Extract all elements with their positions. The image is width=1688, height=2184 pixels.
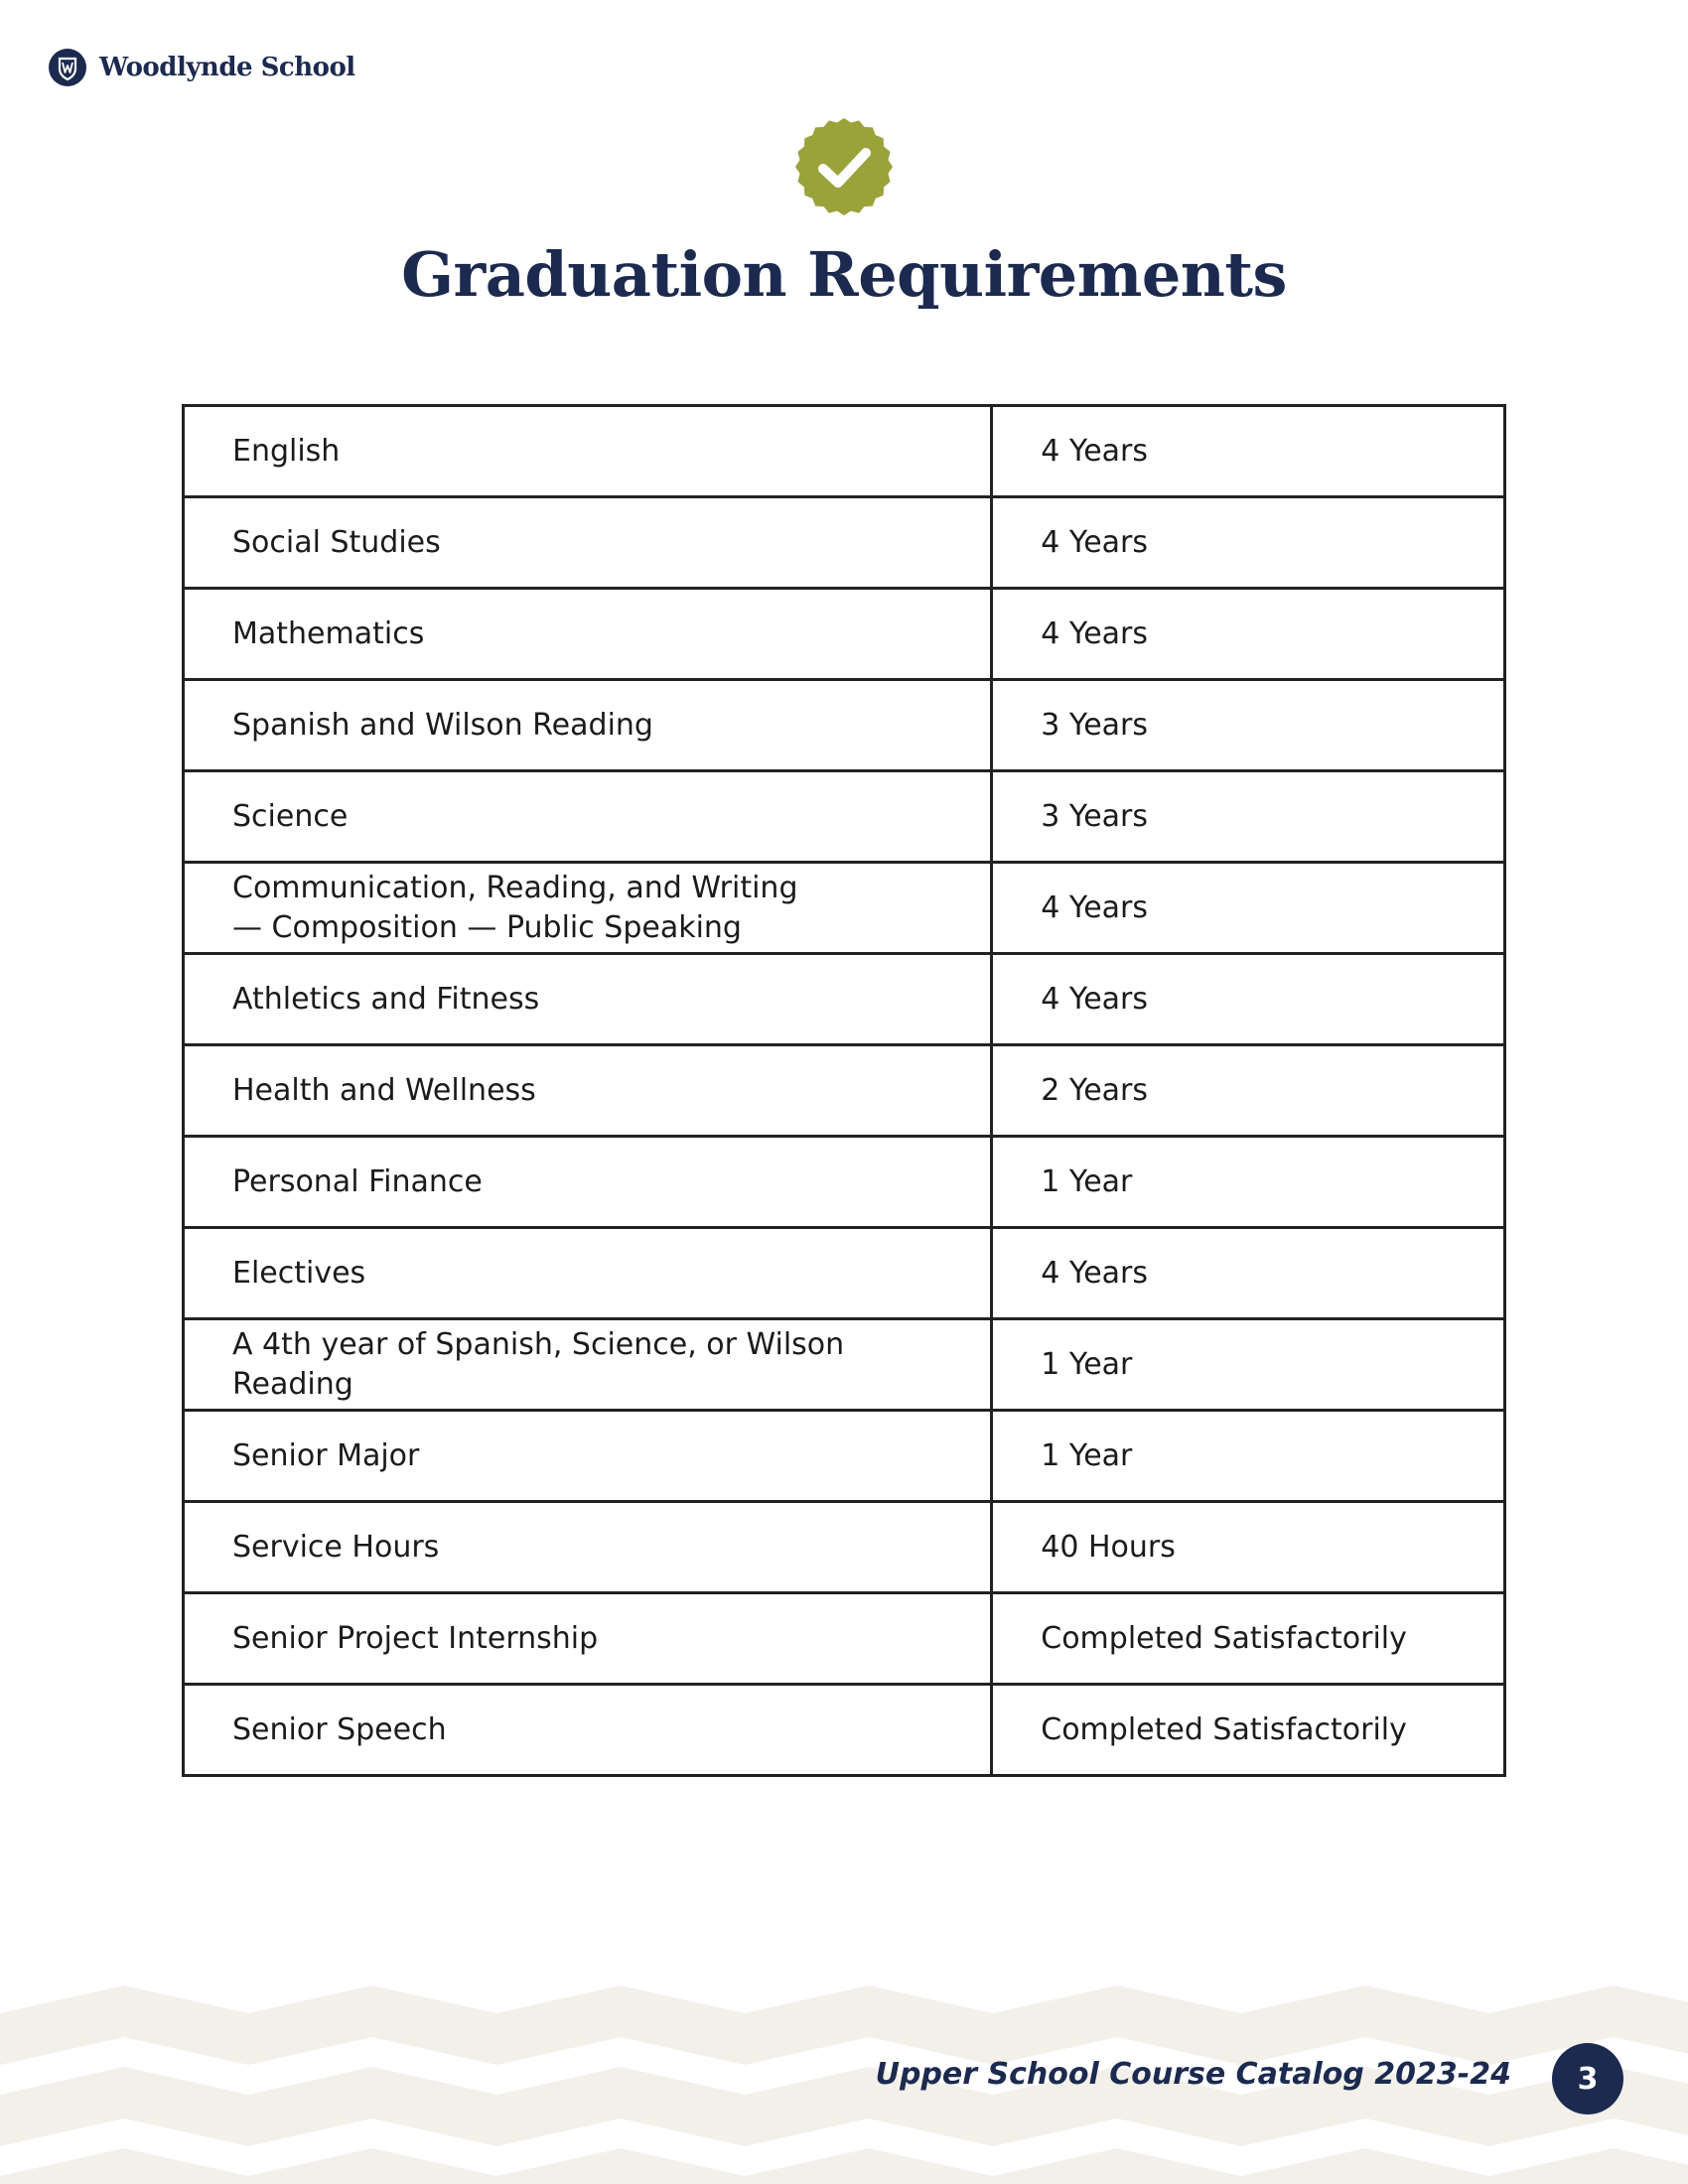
table-row [184,1593,1505,1685]
table-row [184,680,1505,771]
table-row [184,1137,1505,1228]
requirement-amount: 1 Year [992,1319,1505,1411]
requirement-amount: 2 Years [992,1045,1505,1137]
table-row [184,589,1505,680]
school-brand [48,48,355,87]
requirement-subject: Electives [184,1228,992,1319]
page-number-badge: 3 [1552,2043,1623,2115]
requirement-subject: Senior Project Internship [184,1593,992,1685]
table-row [184,1685,1505,1776]
checkmark-seal [794,117,894,216]
school-name: Woodlynde School [99,53,355,82]
chevron-band [0,1985,1688,2065]
table-row [184,1411,1505,1502]
table-row [184,1045,1505,1137]
requirement-amount: 40 Hours [992,1502,1505,1593]
chevron-band [0,2148,1688,2184]
table-row [184,497,1505,589]
requirement-subject: Athletics and Fitness [184,954,992,1045]
table-row [184,954,1505,1045]
requirement-subject: Health and Wellness [184,1045,992,1137]
requirement-subject: Communication, Reading, and Writing — Composition — Public Speaking [184,863,992,954]
requirement-amount: 4 Years [992,406,1505,497]
requirement-subject: Science [184,771,992,863]
requirement-subject: English [184,406,992,497]
requirement-amount: 4 Years [992,954,1505,1045]
requirement-subject: Senior Speech [184,1685,992,1776]
requirement-subject: Spanish and Wilson Reading [184,680,992,771]
requirement-amount: 1 Year [992,1411,1505,1502]
requirement-amount: 4 Years [992,863,1505,954]
page-title: Graduation Requirements [401,238,1287,311]
requirement-subject: Senior Major [184,1411,992,1502]
table-row [184,1502,1505,1593]
shield-crest-icon [48,48,87,87]
requirement-amount: 4 Years [992,1228,1505,1319]
requirement-amount: 4 Years [992,497,1505,589]
requirement-amount: Completed Satisfactorily [992,1593,1505,1685]
requirement-subject: Service Hours [184,1502,992,1593]
requirement-amount: 3 Years [992,771,1505,863]
table-row [184,863,1505,954]
requirement-amount: Completed Satisfactorily [992,1685,1505,1776]
requirement-amount: 4 Years [992,589,1505,680]
requirement-subject: A 4th year of Spanish, Science, or Wilson Reading [184,1319,992,1411]
checkmark-seal-icon [794,117,894,216]
requirement-amount: 1 Year [992,1137,1505,1228]
requirement-amount: 3 Years [992,680,1505,771]
requirement-subject: Mathematics [184,589,992,680]
catalog-title: Upper School Course Catalog 2023-24 [875,2057,1511,2092]
table-row [184,406,1505,497]
requirement-subject: Social Studies [184,497,992,589]
requirements-table [182,404,1506,1777]
table-row [184,1319,1505,1411]
table-row [184,771,1505,863]
requirement-subject: Personal Finance [184,1137,992,1228]
table-row [184,1228,1505,1319]
